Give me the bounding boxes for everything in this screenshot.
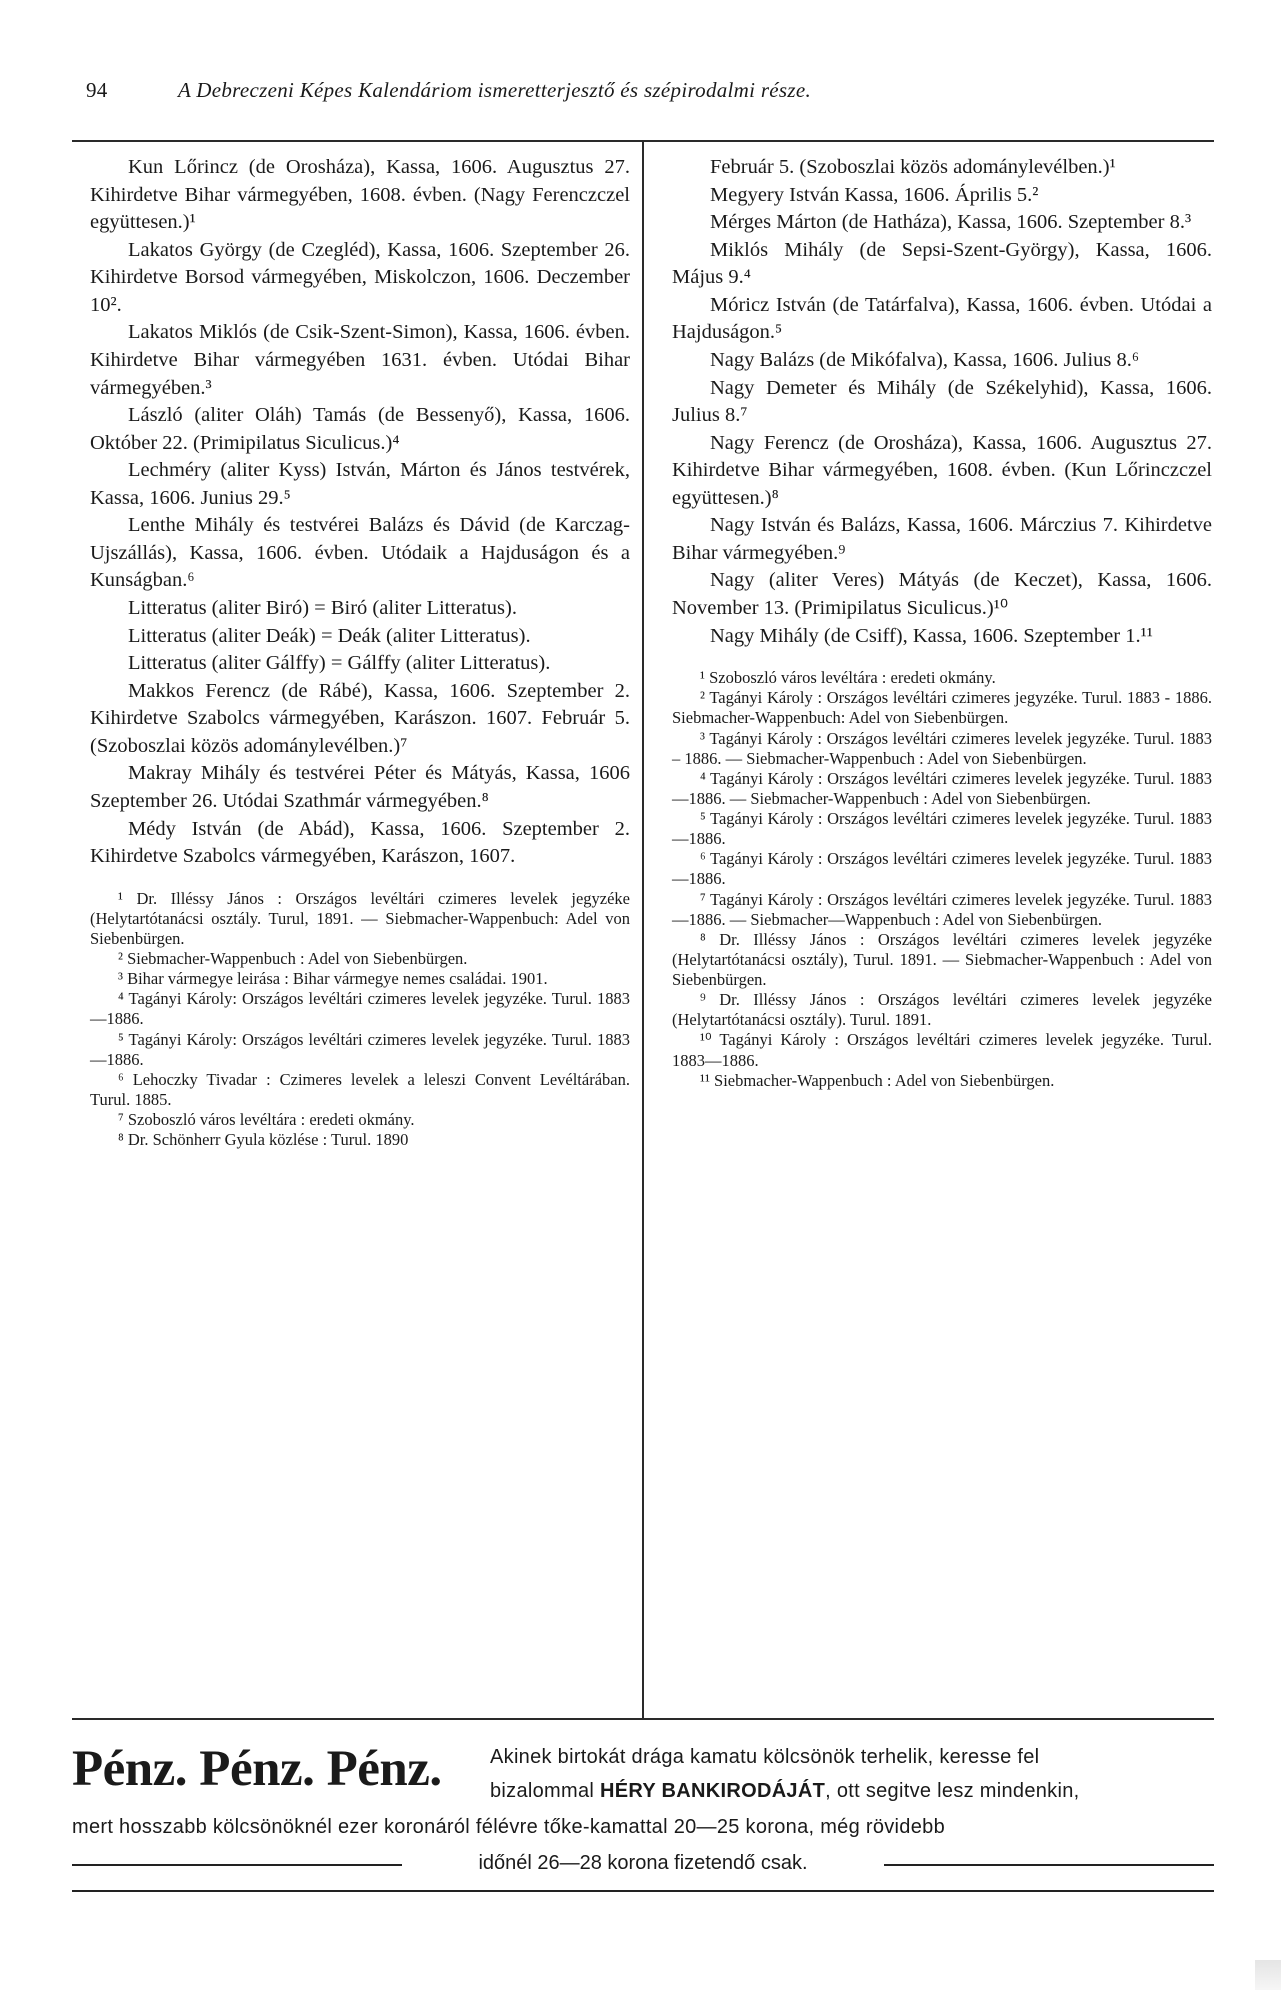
ad-line-2 [490, 1780, 1080, 1803]
footnote: ⁶ Lehoczky Tivadar : Czimeres levelek a leleszi Convent Levéltárában. Turul. 1885. [90, 1069, 630, 1109]
running-title: A Debreczeni Képes Kalendáriom ismeretterjesztő és szépirodalmi része. [178, 78, 812, 102]
footnote: ¹ Szoboszló város levéltára : eredeti okmány. [700, 668, 996, 688]
right-column [672, 142, 1212, 1091]
entry: Lakatos György (de Czegléd), Kassa, 1606. Szeptember 26. Kihirdetve Borsod vármegyében, Miskolczon, 1606. Deczember 10². [90, 238, 630, 316]
entry: Megyery István Kassa, 1606. Április 5.² [710, 183, 1039, 206]
ad-headline: Pénz. Pénz. Pénz. [72, 1741, 442, 1797]
footnote: ³ Bihar vármegye leirása : Bihar vármegye nemes családai. 1901. [118, 969, 548, 989]
entry: Nagy Balázs (de Mikófalva), Kassa, 1606. Julius 8.⁶ [710, 348, 1140, 371]
footnote: ⁷ Tagányi Károly : Országos levéltári czimeres levelek jegyzéke. Turul. 1883—1886. — Siebmacher—Wappenbuch : Adel von Siebenbürgen. [672, 889, 1212, 929]
entry: Nagy Demeter és Mihály (de Székelyhid), Kassa, 1606. Julius 8.⁷ [672, 376, 1212, 427]
ad-line-3: mert hosszabb kölcsönöknél ezer koronáról félévre tőke-kamattal 20—25 korona, még rövidebb [72, 1816, 945, 1838]
left-column [90, 142, 630, 1150]
footnote: ⁸ Dr. Schönherr Gyula közlése : Turul. 1890 [118, 1130, 409, 1150]
entry: Lenthe Mihály és testvérei Balázs és Dávid (de Karczag-Ujszállás), Kassa, 1606. évben. Utódaik a Hajduságon és a Kunságban.⁶ [90, 514, 630, 592]
entry: Makkos Ferencz (de Rábé), Kassa, 1606. Szeptember 2. Kihirdetve Szabolcs vármegyében, Karászon. 1607. Február 5. (Szoboszlai közös adománylevélben.)⁷ [90, 679, 630, 757]
entry: Miklós Mihály (de Sepsi-Szent-György), Kassa, 1606. Május 9.⁴ [672, 238, 1212, 289]
entry: Mérges Márton (de Hatháza), Kassa, 1606. Szeptember 8.³ [710, 211, 1192, 234]
footnote: ⁴ Tagányi Károly: Országos levéltári czimeres levelek jegyzéke. Turul. 1883—1886. [90, 989, 630, 1029]
ad-line-4: időnél 26—28 korona fizetendő csak. [478, 1852, 808, 1874]
footnote: ⁸ Dr. Illéssy János : Országos levéltári czimeres levelek jegyzéke (Helytartótanácsi osztály), Turul. 1891. — Siebmacher-Wappenbuch : Adel von Siebenbürgen. [672, 929, 1212, 989]
ad-line-2-suffix: , ott segitve lesz mindenkin, [825, 1780, 1080, 1802]
footnote: ² Tagányi Károly : Országos levéltári czimeres jegyzéke. Turul. 1883 - 1886. Siebmacher-Wappenbuch: Adel von Siebenbürgen. [672, 688, 1212, 728]
footnote: ⁵ Tagányi Károly: Országos levéltári czimeres levelek jegyzéke. Turul. 1883—1886. [90, 1029, 630, 1069]
text-frame [72, 140, 1214, 1720]
ad-bank-name: HÉRY BANKIRODÁJÁT [600, 1780, 826, 1802]
ad-bottom-rule [72, 1890, 1214, 1892]
entry: Lechméry (aliter Kyss) István, Márton és János testvérek, Kassa, 1606. Junius 29.⁵ [90, 459, 630, 509]
page-folio: 94 [86, 78, 108, 102]
entry: Litteratus (aliter Biró) = Biró (aliter Litteratus). [128, 597, 517, 619]
ad-line-1: Akinek birtokát drága kamatu kölcsönök terhelik, keresse fel [490, 1746, 1040, 1768]
footnote: ¹⁰ Tagányi Károly : Országos levéltári czimeres levelek jegyzéke. Turul. 1883—1886. [672, 1030, 1212, 1070]
page-edge-artifact [1255, 1960, 1281, 1990]
footnote: ⁴ Tagányi Károly : Országos levéltári czimeres levelek jegyzéke. Turul. 1883—1886. — Siebmacher-Wappenbuch : Adel von Siebenbürgen. [672, 768, 1212, 808]
running-head [86, 78, 1201, 104]
footnote: ¹ Dr. Illéssy János : Országos levéltári czimeres levelek jegyzéke (Helytartótanácsi osztály. Turul, 1891. — Siebmacher-Wappenbuch: Adel von Siebenbürgen. [90, 888, 630, 948]
footnote: ⁵ Tagányi Károly : Országos levéltári czimeres levelek jegyzéke. Turul. 1883—1886. [672, 809, 1212, 849]
left-footnotes [90, 889, 630, 1151]
entry: Kun Lőrincz (de Orosháza), Kassa, 1606. Augusztus 27. Kihirdetve Bihar vármegyében, 1608. évben. (Nagy Ferenczczel együttesen.)¹ [90, 156, 630, 234]
entry: Február 5. (Szoboszlai közös adománylevélben.)¹ [710, 156, 1116, 178]
column-divider [642, 142, 644, 1718]
footnote: ² Siebmacher-Wappenbuch : Adel von Siebenbürgen. [118, 949, 468, 968]
entry: Lakatos Miklós (de Csik-Szent-Simon), Kassa, 1606. évben. Kihirdetve Bihar vármegyében 1631. évben. Utódai Bihar vármegyében.³ [90, 321, 630, 399]
entry: Nagy István és Balázs, Kassa, 1606. Márczius 7. Kihirdetve Bihar vármegyében.⁹ [672, 514, 1212, 564]
entry: Litteratus (aliter Gálffy) = Gálffy (aliter Litteratus). [128, 652, 551, 675]
entry: Litteratus (aliter Deák) = Deák (aliter Litteratus). [128, 624, 531, 647]
advertisement [72, 1740, 1214, 1930]
right-footnotes [672, 668, 1212, 1091]
footnote: ¹¹ Siebmacher-Wappenbuch : Adel von Siebenbürgen. [700, 1070, 1055, 1090]
footnote: ³ Tagányi Károly : Országos levéltári czimeres levelek jegyzéke. Turul. 1883 – 1886. — Siebmacher-Wappenbuch : Adel von Siebenbürgen. [672, 728, 1212, 768]
entry: Móricz István (de Tatárfalva), Kassa, 1606. évben. Utódai a Hajduságon.⁵ [672, 293, 1212, 344]
footnote: ⁶ Tagányi Károly : Országos levéltári czimeres levelek jegyzéke. Turul. 1883—1886. [672, 849, 1212, 889]
entry: Makray Mihály és testvérei Péter és Mátyás, Kassa, 1606 Szeptember 26. Utódai Szathmár vármegyében.⁸ [90, 762, 630, 812]
footnote: ⁹ Dr. Illéssy János : Országos levéltári czimeres levelek jegyzéke (Helytartótanácsi osztály). Turul. 1891. [672, 990, 1212, 1030]
entry: László (aliter Oláh) Tamás (de Bessenyő), Kassa, 1606. Október 22. (Primipilatus Siculicus.)⁴ [90, 404, 630, 454]
entry: Médy István (de Abád), Kassa, 1606. Szeptember 2. Kihirdetve Szabolcs vármegyében, Karászon, 1607. [90, 817, 630, 868]
footnote: ⁷ Szoboszló város levéltára : eredeti okmány. [118, 1110, 415, 1129]
ad-line-2-prefix: bizalommal [490, 1780, 600, 1802]
entry: Nagy Ferencz (de Orosháza), Kassa, 1606. Augusztus 27. Kihirdetve Bihar vármegyében, 1608. évben. (Kun Lőrinczczel együttesen.)⁸ [672, 431, 1212, 509]
entry: Nagy (aliter Veres) Mátyás (de Keczet), Kassa, 1606. November 13. (Primipilatus Siculicus.)¹⁰ [672, 569, 1212, 619]
entry: Nagy Mihály (de Csiff), Kassa, 1606. Szeptember 1.¹¹ [710, 624, 1153, 647]
